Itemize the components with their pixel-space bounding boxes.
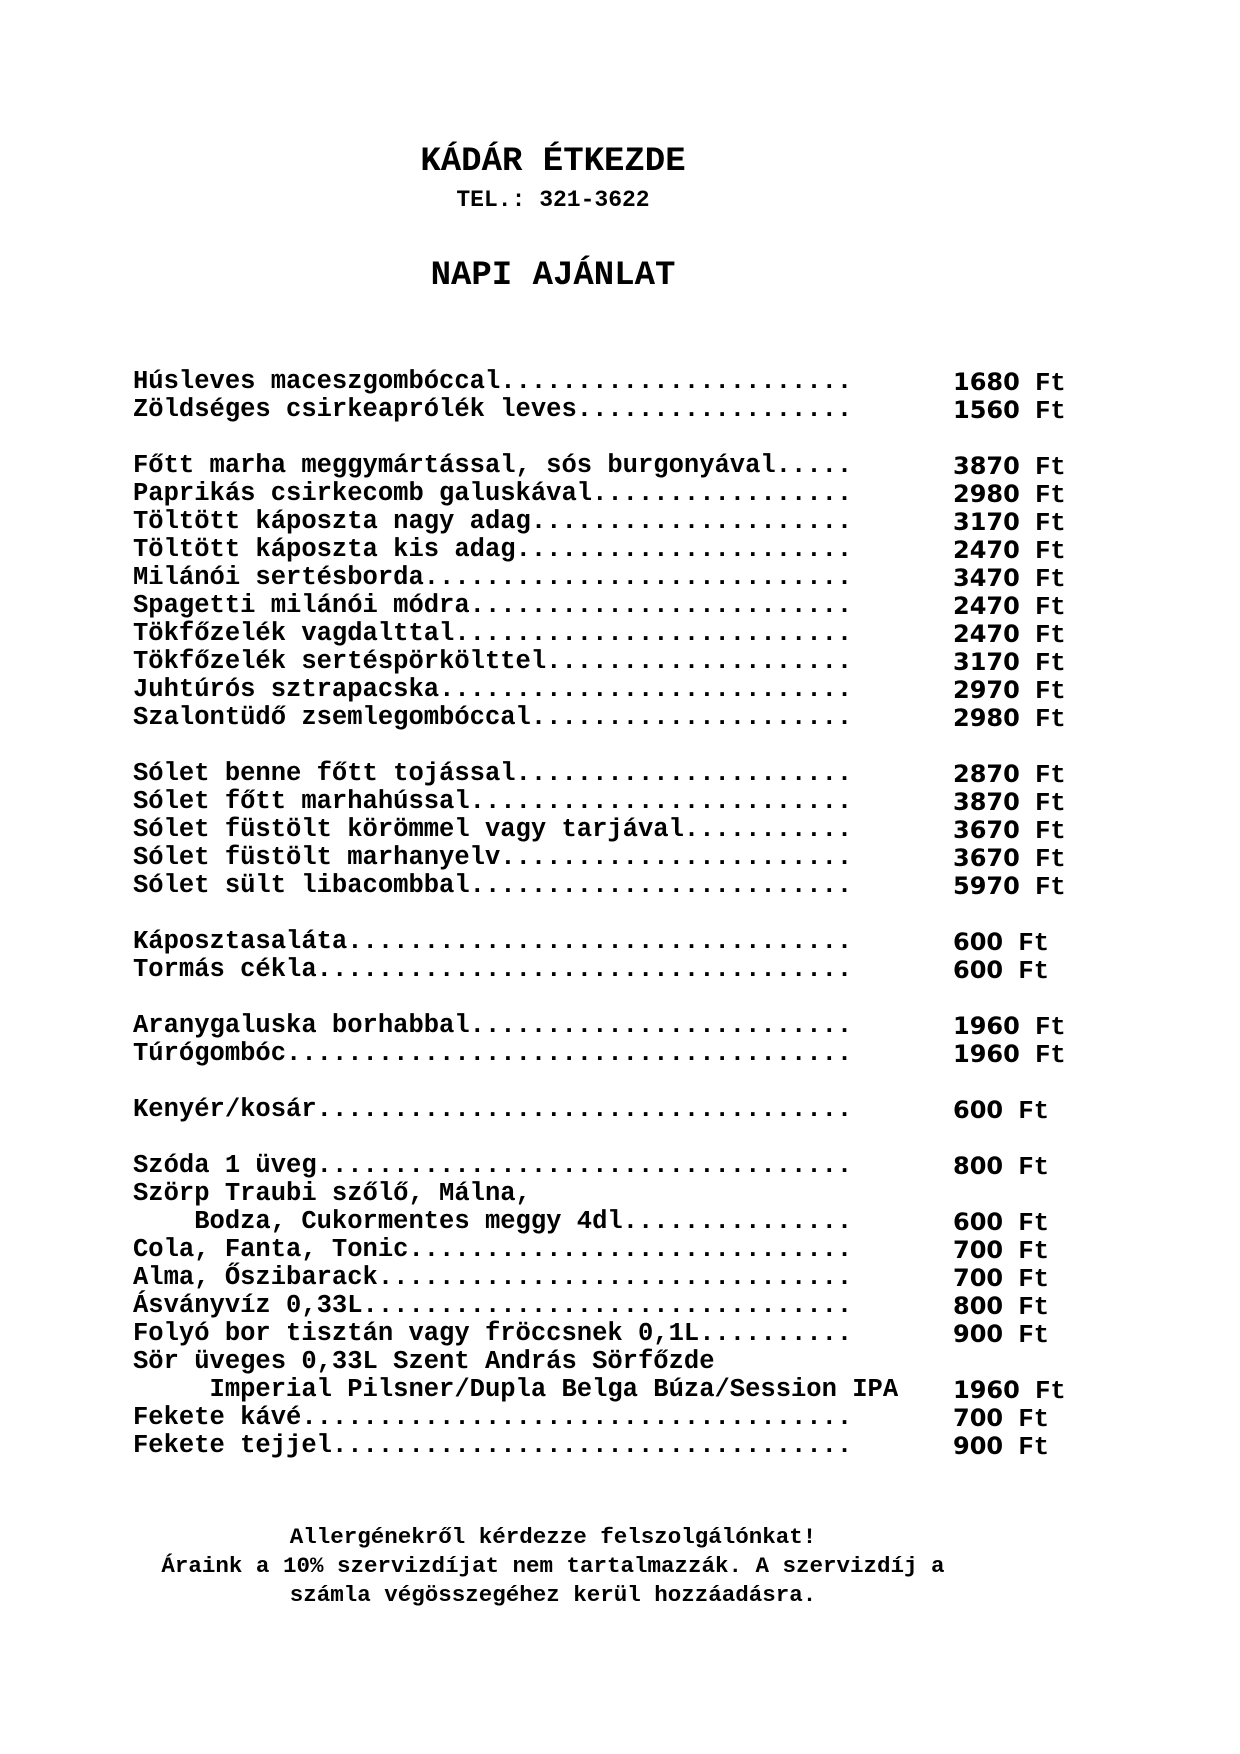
menu-header bbox=[133, 143, 973, 295]
item-price bbox=[953, 844, 1066, 874]
price-amount: 800 bbox=[953, 1292, 1004, 1320]
menu-item-row bbox=[133, 955, 1050, 986]
price-amount: 1960 bbox=[953, 1012, 1020, 1040]
menu-item-row bbox=[133, 619, 1066, 650]
item-name: Töltött káposzta kis adag bbox=[133, 535, 516, 564]
item-price bbox=[953, 704, 1066, 734]
item-price bbox=[953, 1320, 1049, 1350]
dot-leader: ..................................... bbox=[286, 1039, 853, 1068]
item-name: Tökfőzelék sertéspörkölttel bbox=[133, 647, 547, 676]
dot-leader: ................................... bbox=[316, 1095, 853, 1124]
price-currency: Ft bbox=[1019, 369, 1066, 398]
dot-leader: ................................... bbox=[316, 1151, 853, 1180]
menu-item-row bbox=[133, 591, 1066, 622]
menu-item-row bbox=[133, 1348, 973, 1376]
menu-section bbox=[133, 927, 1050, 986]
item-price bbox=[953, 1152, 1049, 1182]
dot-leader: ............................ bbox=[423, 563, 853, 592]
price-currency: Ft bbox=[1003, 1321, 1050, 1350]
price-amount: 2980 bbox=[953, 704, 1020, 732]
menu-item-row bbox=[133, 927, 1050, 958]
item-price bbox=[953, 760, 1066, 790]
price-amount: 2970 bbox=[953, 676, 1020, 704]
price-amount: 3170 bbox=[953, 648, 1020, 676]
price-amount: 600 bbox=[953, 1096, 1004, 1124]
menu-item-row bbox=[133, 1039, 1066, 1070]
dot-leader: .................... bbox=[546, 647, 853, 676]
dot-leader: ......................... bbox=[469, 871, 853, 900]
price-amount: 2470 bbox=[953, 620, 1020, 648]
item-price bbox=[953, 1040, 1066, 1070]
item-name: Cola, Fanta, Tonic bbox=[133, 1235, 409, 1264]
price-amount: 2470 bbox=[953, 536, 1020, 564]
page-title: KÁDÁR ÉTKEZDE bbox=[420, 143, 686, 181]
item-price bbox=[953, 1376, 1066, 1406]
item-name: Fekete kávé bbox=[133, 1403, 302, 1432]
item-price bbox=[953, 1012, 1066, 1042]
price-amount: 800 bbox=[953, 1152, 1004, 1180]
price-currency: Ft bbox=[1003, 1433, 1050, 1462]
dot-leader: ............................. bbox=[408, 1235, 853, 1264]
price-amount: 600 bbox=[953, 956, 1004, 984]
price-amount: 3870 bbox=[953, 788, 1020, 816]
price-amount: 600 bbox=[953, 928, 1004, 956]
item-name: Spagetti milánói módra bbox=[133, 591, 470, 620]
item-price bbox=[953, 872, 1066, 902]
price-amount: 700 bbox=[953, 1264, 1004, 1292]
footer-note bbox=[133, 1523, 973, 1610]
item-price bbox=[953, 620, 1066, 650]
menu-item-row bbox=[133, 1431, 1050, 1462]
item-price bbox=[953, 452, 1066, 482]
menu-item-row bbox=[133, 1095, 1050, 1126]
price-currency: Ft bbox=[1003, 957, 1050, 986]
item-name: Káposztasaláta bbox=[133, 927, 348, 956]
price-amount: 700 bbox=[953, 1236, 1004, 1264]
price-amount: 600 bbox=[953, 1208, 1004, 1236]
price-amount: 3670 bbox=[953, 816, 1020, 844]
price-currency: Ft bbox=[1019, 817, 1066, 846]
item-price bbox=[953, 564, 1066, 594]
price-amount: 1560 bbox=[953, 396, 1020, 424]
menu-section bbox=[133, 1095, 1050, 1126]
item-name: Főtt marha meggymártással, sós burgonyával bbox=[133, 451, 776, 480]
item-price bbox=[953, 1208, 1049, 1238]
price-amount: 1960 bbox=[953, 1040, 1020, 1068]
menu-item-row bbox=[133, 1235, 1050, 1266]
menu-item-row bbox=[133, 1207, 1050, 1238]
menu-item-row bbox=[133, 563, 1066, 594]
item-name: Sólet füstölt körömmel vagy tarjával bbox=[133, 815, 684, 844]
phone-number: TEL.: 321-3622 bbox=[456, 187, 650, 213]
dot-leader: ................................ bbox=[362, 1291, 853, 1320]
price-currency: Ft bbox=[1019, 1377, 1066, 1406]
price-amount: 900 bbox=[953, 1320, 1004, 1348]
dot-leader: .......................... bbox=[454, 619, 853, 648]
footer-note-line: Allergénekről kérdezze felszolgálónkat! bbox=[289, 1524, 817, 1550]
price-currency: Ft bbox=[1003, 1405, 1050, 1434]
price-currency: Ft bbox=[1003, 1153, 1050, 1182]
menu-item-row bbox=[133, 815, 1066, 846]
price-currency: Ft bbox=[1019, 705, 1066, 734]
price-currency: Ft bbox=[1003, 1209, 1050, 1238]
dot-leader: ....................... bbox=[500, 367, 853, 396]
item-name: Sólet benne főtt tojással bbox=[133, 759, 516, 788]
price-amount: 2870 bbox=[953, 760, 1020, 788]
price-currency: Ft bbox=[1019, 621, 1066, 650]
item-name: Imperial Pilsner/Dupla Belga Búza/Session IPA bbox=[133, 1375, 899, 1404]
item-name: Túrógombóc bbox=[133, 1039, 287, 1068]
item-price bbox=[953, 368, 1066, 398]
price-currency: Ft bbox=[1003, 1237, 1050, 1266]
dot-leader: ..... bbox=[775, 451, 853, 480]
item-name: Töltött káposzta nagy adag bbox=[133, 507, 531, 536]
item-price bbox=[953, 1404, 1049, 1434]
price-currency: Ft bbox=[1019, 537, 1066, 566]
price-amount: 3870 bbox=[953, 452, 1020, 480]
price-amount: 1960 bbox=[953, 1376, 1020, 1404]
item-price bbox=[953, 1264, 1049, 1294]
price-currency: Ft bbox=[1019, 453, 1066, 482]
menu-section bbox=[133, 759, 1066, 902]
item-name: Folyó bor tisztán vagy fröccsnek 0,1L bbox=[133, 1319, 700, 1348]
item-price bbox=[953, 1432, 1049, 1462]
menu-item-row bbox=[133, 479, 1066, 510]
item-name: Paprikás csirkecomb galuskával bbox=[133, 479, 593, 508]
menu-item-row bbox=[133, 395, 1066, 426]
item-name: Szörp Traubi szőlő, Málna, bbox=[133, 1179, 531, 1208]
price-currency: Ft bbox=[1019, 873, 1066, 902]
footer-note-line: számla végösszegéhez kerül hozzáadásra. bbox=[289, 1582, 817, 1608]
dot-leader: ...................... bbox=[515, 535, 853, 564]
menu-item-row bbox=[133, 871, 1066, 902]
item-name: Aranygaluska borhabbal bbox=[133, 1011, 470, 1040]
menu-item-row bbox=[133, 843, 1066, 874]
dot-leader: .................................... bbox=[301, 1403, 853, 1432]
item-price bbox=[953, 676, 1066, 706]
item-price bbox=[953, 396, 1066, 426]
item-price bbox=[953, 508, 1066, 538]
price-amount: 1680 bbox=[953, 368, 1020, 396]
price-currency: Ft bbox=[1019, 509, 1066, 538]
price-currency: Ft bbox=[1019, 845, 1066, 874]
price-currency: Ft bbox=[1003, 1265, 1050, 1294]
menu-item-row bbox=[133, 1180, 973, 1208]
menu-item-row bbox=[133, 1403, 1050, 1434]
item-price bbox=[953, 928, 1049, 958]
menu-item-row bbox=[133, 647, 1066, 678]
price-currency: Ft bbox=[1019, 677, 1066, 706]
item-name: Sólet füstölt marhanyelv bbox=[133, 843, 501, 872]
price-amount: 700 bbox=[953, 1404, 1004, 1432]
menu-item-row bbox=[133, 703, 1066, 734]
menu-item-row bbox=[133, 1319, 1050, 1350]
menu-item-row bbox=[133, 507, 1066, 538]
menu-item-row bbox=[133, 675, 1066, 706]
item-name: Zöldséges csirkeaprólék leves bbox=[133, 395, 577, 424]
item-name: Tormás cékla bbox=[133, 955, 317, 984]
item-name: Milánói sertésborda bbox=[133, 563, 424, 592]
item-price bbox=[953, 956, 1049, 986]
item-name: Szóda 1 üveg bbox=[133, 1151, 317, 1180]
dot-leader: ............... bbox=[622, 1207, 853, 1236]
price-currency: Ft bbox=[1019, 565, 1066, 594]
menu-list bbox=[133, 367, 1066, 1462]
item-name: Bodza, Cukormentes meggy 4dl bbox=[133, 1207, 623, 1236]
menu-section bbox=[133, 1151, 1066, 1462]
item-name: Kenyér/kosár bbox=[133, 1095, 317, 1124]
item-name: Sör üveges 0,33L Szent András Sörfőzde bbox=[133, 1347, 715, 1376]
menu-item-row bbox=[133, 787, 1066, 818]
item-name: Ásványvíz 0,33L bbox=[133, 1291, 363, 1320]
footer-note-line: Áraink a 10% szervizdíjat nem tartalmazzák. A szervizdíj a bbox=[161, 1553, 945, 1579]
menu-item-row bbox=[133, 535, 1066, 566]
dot-leader: ......................... bbox=[469, 591, 853, 620]
dot-leader: ..................... bbox=[530, 703, 853, 732]
dot-leader: ....................... bbox=[500, 843, 853, 872]
item-name: Húsleves maceszgombóccal bbox=[133, 367, 501, 396]
price-currency: Ft bbox=[1019, 397, 1066, 426]
dot-leader: .......... bbox=[699, 1319, 853, 1348]
item-price bbox=[953, 816, 1066, 846]
price-amount: 5970 bbox=[953, 872, 1020, 900]
menu-section bbox=[133, 367, 1066, 426]
dot-leader: ................................. bbox=[347, 927, 853, 956]
dot-leader: ........................... bbox=[439, 675, 853, 704]
dot-leader: ................. bbox=[592, 479, 853, 508]
dot-leader: ................................... bbox=[316, 955, 853, 984]
item-price bbox=[953, 1236, 1049, 1266]
item-name: Szalontüdő zsemlegombóccal bbox=[133, 703, 531, 732]
price-currency: Ft bbox=[1003, 929, 1050, 958]
item-price bbox=[953, 1292, 1049, 1322]
item-price bbox=[953, 536, 1066, 566]
dot-leader: ........... bbox=[683, 815, 853, 844]
price-currency: Ft bbox=[1003, 1097, 1050, 1126]
dot-leader: ...................... bbox=[515, 759, 853, 788]
item-price bbox=[953, 592, 1066, 622]
menu-content-column bbox=[133, 0, 1066, 1610]
menu-item-row bbox=[133, 1263, 1050, 1294]
dot-leader: .................. bbox=[576, 395, 853, 424]
menu-item-row bbox=[133, 1151, 1050, 1182]
price-amount: 2470 bbox=[953, 592, 1020, 620]
dot-leader: ..................... bbox=[530, 507, 853, 536]
menu-item-row bbox=[133, 451, 1066, 482]
item-price bbox=[953, 480, 1066, 510]
item-price bbox=[953, 648, 1066, 678]
menu-section bbox=[133, 1011, 1066, 1070]
item-name: Alma, Őszibarack bbox=[133, 1263, 378, 1292]
price-currency: Ft bbox=[1019, 789, 1066, 818]
menu-section bbox=[133, 451, 1066, 734]
item-name: Sólet főtt marhahússal bbox=[133, 787, 470, 816]
dot-leader: ......................... bbox=[469, 787, 853, 816]
price-currency: Ft bbox=[1019, 481, 1066, 510]
item-name: Fekete tejjel bbox=[133, 1431, 332, 1460]
price-currency: Ft bbox=[1019, 1013, 1066, 1042]
price-currency: Ft bbox=[1019, 761, 1066, 790]
price-currency: Ft bbox=[1019, 593, 1066, 622]
price-currency: Ft bbox=[1019, 1041, 1066, 1070]
menu-item-row bbox=[133, 1011, 1066, 1042]
item-price bbox=[953, 1096, 1049, 1126]
menu-item-row bbox=[133, 1375, 1066, 1406]
menu-subtitle: NAPI AJÁNLAT bbox=[430, 257, 676, 295]
item-name: Sólet sült libacombbal bbox=[133, 871, 470, 900]
price-amount: 2980 bbox=[953, 480, 1020, 508]
price-currency: Ft bbox=[1019, 649, 1066, 678]
dot-leader: .................................. bbox=[331, 1431, 853, 1460]
menu-item-row bbox=[133, 1291, 1050, 1322]
menu-item-row bbox=[133, 759, 1066, 790]
menu-item-row bbox=[133, 367, 1066, 398]
price-amount: 900 bbox=[953, 1432, 1004, 1460]
price-amount: 3470 bbox=[953, 564, 1020, 592]
item-name: Juhtúrós sztrapacska bbox=[133, 675, 440, 704]
dot-leader: ......................... bbox=[469, 1011, 853, 1040]
price-amount: 3170 bbox=[953, 508, 1020, 536]
price-currency: Ft bbox=[1003, 1293, 1050, 1322]
item-name: Tökfőzelék vagdalttal bbox=[133, 619, 455, 648]
dot-leader: ............................... bbox=[377, 1263, 853, 1292]
price-amount: 3670 bbox=[953, 844, 1020, 872]
item-price bbox=[953, 788, 1066, 818]
